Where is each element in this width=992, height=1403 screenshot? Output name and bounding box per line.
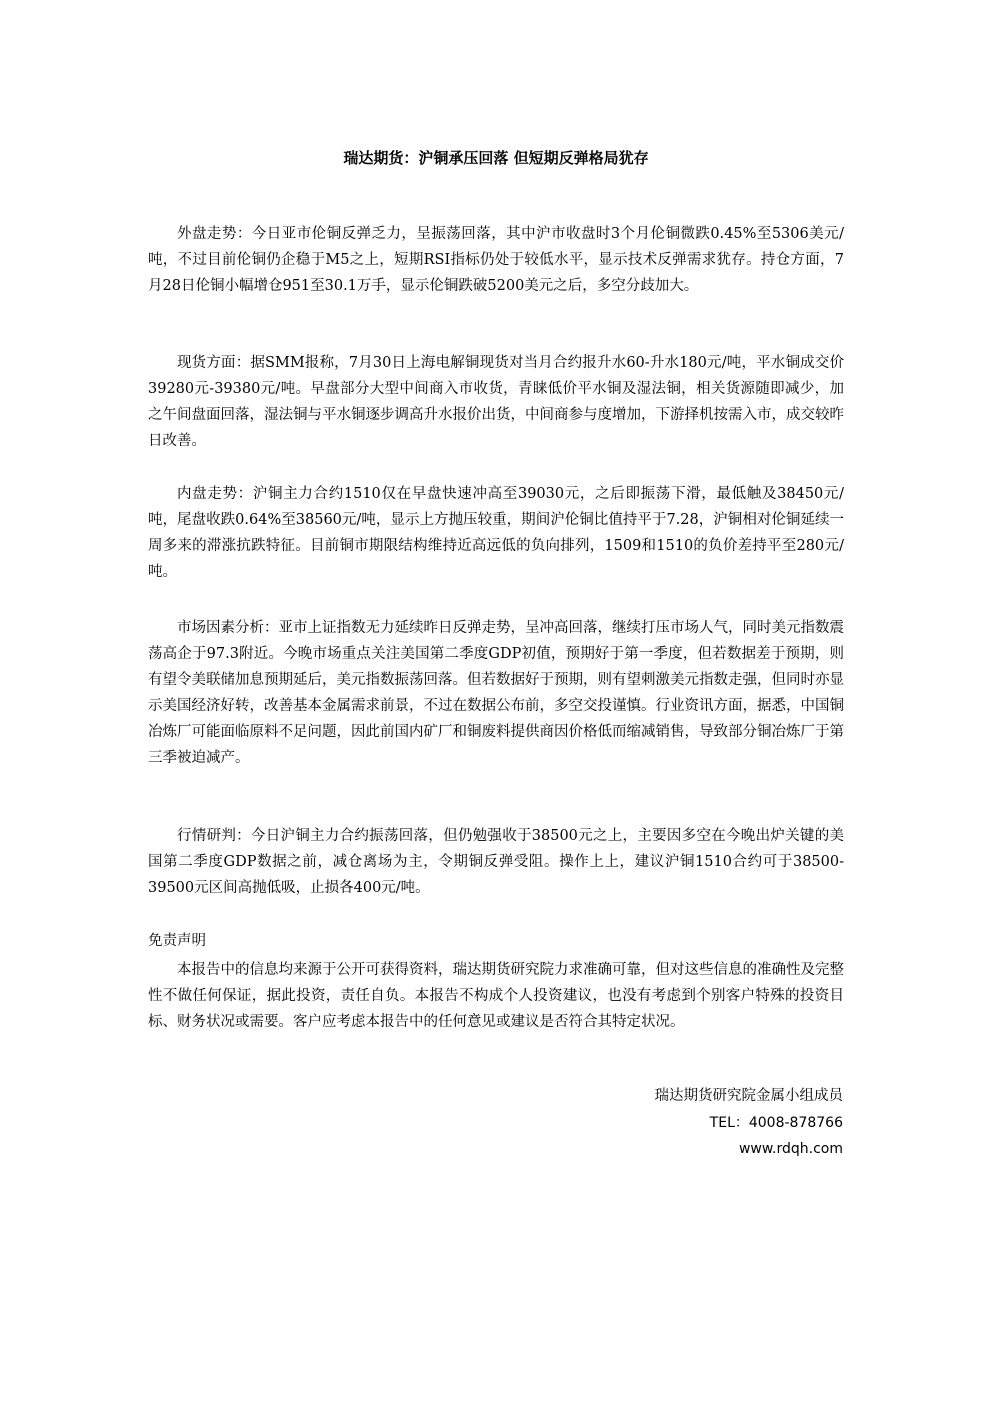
signature-tel: TEL：4008-878766: [709, 1115, 843, 1131]
disclaimer-heading: 免责声明: [148, 933, 206, 949]
paragraph-outlook: 行情研判：今日沪铜主力合约振荡回落，但仍勉强收于38500元之上，主要因多空在今晚出炉关键的美国第二季度GDP数据之前，减仓离场为主，令期铜反弹受阻。操作上上，建议沪铜1510合约可于38500-39500元区间高抛低吸，止损各400元/吨。: [148, 828, 844, 896]
signature-website: www.rdqh.com: [738, 1141, 843, 1157]
signature-team: 瑞达期货研究院金属小组成员: [654, 1088, 843, 1104]
paragraph-market-factors: 市场因素分析：亚市上证指数无力延续昨日反弹走势，呈冲高回落，继续打压市场人气，同时美元指数震荡高企于97.3附近。今晚市场重点关注美国第二季度GDP初值，预期好于第一季度，但若数据差于预期，则有望令美联储加息预期延后，美元指数振荡回落。但若数据好于预期，则有望刺激美元指数走强，但同时亦显示美国经济好转，改善基本金属需求前景，不过在数据公布前，多空交投谨慎。行业资讯方面，据悉，中国铜冶炼厂可能面临原料不足问题，因此前国内矿厂和铜废料提供商因价格低而缩减销售，导致部分铜冶炼厂于第三季被迫减产。: [148, 620, 844, 766]
paragraph-spot-market: 现货方面：据SMM报称，7月30日上海电解铜现货对当月合约报升水60-升水180元/吨，平水铜成交价39280元-39380元/吨。早盘部分大型中间商入市收货，青睐低价平水铜及湿法铜，相关货源随即减少，加之午间盘面回落，湿法铜与平水铜逐步调高升水报价出货，中间商参与度增加，下游择机按需入市，成交较昨日改善。: [148, 355, 844, 449]
paragraph-domestic-market: 内盘走势：沪铜主力合约1510仅在早盘快速冲高至39030元，之后即振荡下滑，最低触及38450元/吨，尾盘收跌0.64%至38560元/吨，显示上方抛压较重，期间沪伦铜比值持平于7.28，沪铜相对伦铜延续一周多来的滞涨抗跌特征。目前铜市期限结构维持近高远低的负向排列，1509和1510的负价差持平至280元/吨。: [148, 486, 844, 580]
paragraph-external-market: 外盘走势：今日亚市伦铜反弹乏力，呈振荡回落，其中沪市收盘时3个月伦铜微跌0.45%至5306美元/吨，不过目前伦铜仍企稳于M5之上，短期RSI指标仍处于较低水平，显示技术反弹需求犹存。持仓方面，7月28日伦铜小幅增仓951至30.1万手，显示伦铜跌破5200美元之后，多空分歧加大。: [148, 226, 844, 294]
document-title: 瑞达期货：沪铜承压回落 但短期反弹格局犹存: [343, 149, 649, 167]
disclaimer-text: 本报告中的信息均来源于公开可获得资料，瑞达期货研究院力求准确可靠，但对这些信息的准确性及完整性不做任何保证，据此投资，责任自负。本报告不构成个人投资建议，也没有考虑到个别客户特殊的投资目标、财务状况或需要。客户应考虑本报告中的任何意见或建议是否符合其特定状况。: [148, 962, 844, 1030]
